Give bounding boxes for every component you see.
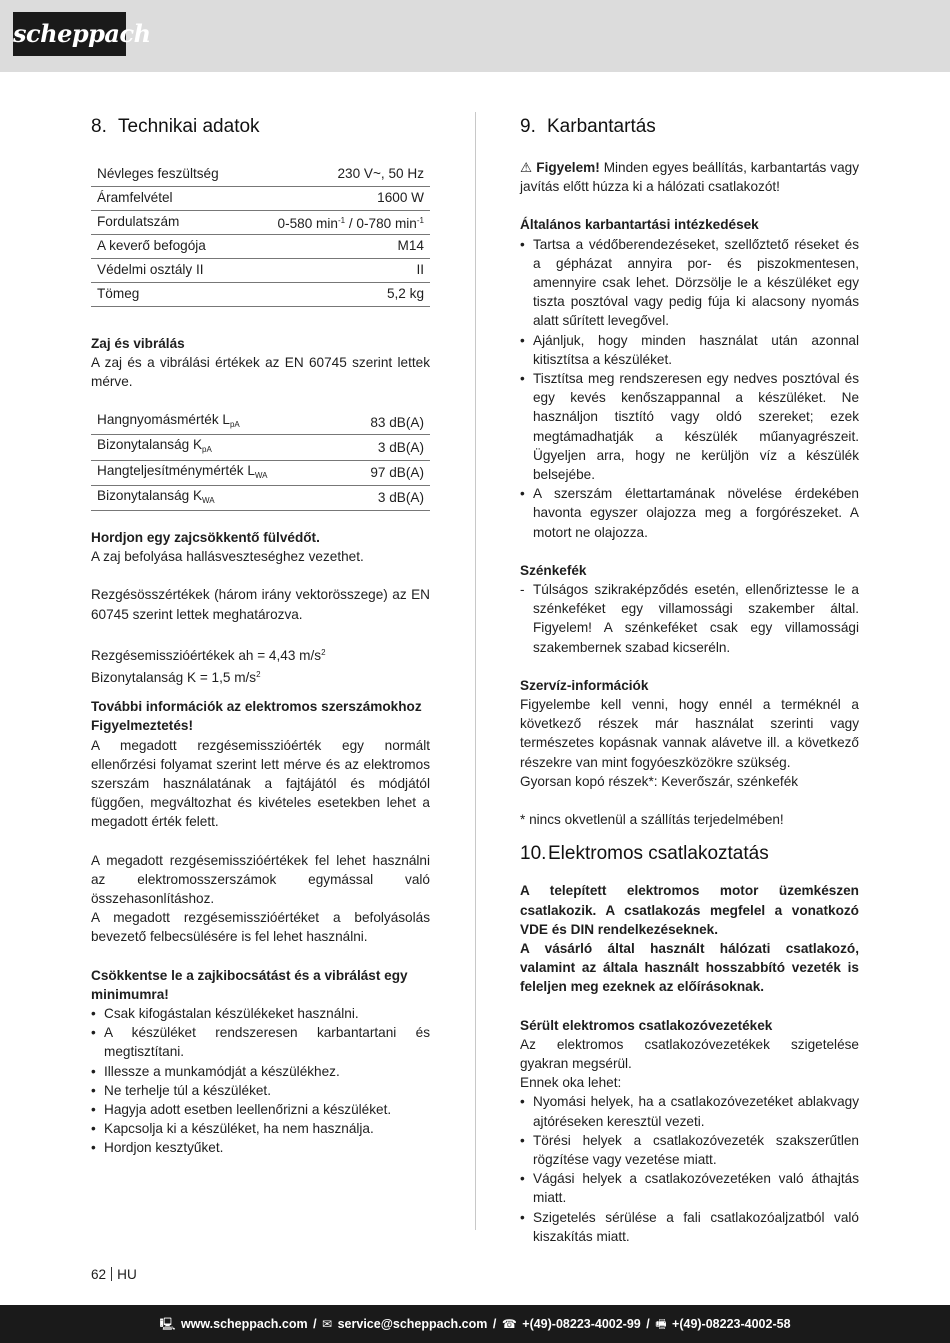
noise-table xyxy=(91,410,430,511)
ear-protection-text: A zaj befolyása hallásveszteséghez vezethet. xyxy=(91,549,364,565)
section-heading-maintenance: 9. Karbantartás xyxy=(520,116,656,137)
brushes-list xyxy=(520,580,859,657)
noise-title: Zaj és vibrálás xyxy=(91,335,185,351)
list-item: • Törési helyek a csatlakozóvezeték szakszerűtlen rögzítése vagy vezetése miatt. xyxy=(520,1131,859,1169)
right-column xyxy=(520,114,859,1246)
page-number: 62 HU xyxy=(91,1267,137,1282)
list-item: • Nyomási helyek, ha a csatlakozóvezetéket ablakvagy ajtóréseken keresztül vezeti. xyxy=(520,1092,859,1130)
list-item: - Túlságos szikraképződés esetén, ellenőriztesse le a szénkeféket egy villamossági szakember által. Figyelem! A szénkeféket csak egy villamossági szakembernek szabad kicseréln. xyxy=(520,580,859,657)
footer-email[interactable]: service@scheppach.com xyxy=(337,1317,488,1331)
reduce-title: Csökkentse le a zajkibocsátást és a vibrálást egy minimumra! xyxy=(91,967,408,1002)
spec-table xyxy=(91,162,430,307)
service-parts: Gyorsan kopó részek*: Keverőszár, szénkefék xyxy=(520,773,799,789)
table-row: Névleges feszültség 230 V~, 50 Hz xyxy=(91,162,430,186)
table-row: Hangnyomásmérték $L_{pA}$ 83 dB(A) xyxy=(91,410,430,435)
vibration-sum-text: Rezgésösszértékek (három irány vektorösszege) az EN 60745 szerint lettek meghatározva. xyxy=(91,587,430,622)
header-bar xyxy=(0,0,950,72)
footer-website[interactable]: www.scheppach.com xyxy=(180,1317,308,1331)
footer-bar: 🖳 www.scheppach.com / ✉ service@scheppach.com / ☎ +(49)-08223-4002-99 / 🖷 +(49)-08223-4002-58 xyxy=(0,1305,950,1343)
list-item: • Csak kifogástalan készülékeket használni. xyxy=(91,1004,430,1023)
service-title: Szervíz-információk xyxy=(520,677,649,693)
phone-icon: ☎ xyxy=(501,1317,517,1331)
warning-triangle-icon: ⚠ xyxy=(520,160,533,175)
warning-text: A megadott rezgésemisszióérték egy normált ellenőrzési folyamat szerint lett mérve és az elektromos szerszám használatának a fajtájától és módjától függően, megváltozhat és kivételes esetekben lehet a megadott érték felett. xyxy=(91,737,430,830)
vibration-ah-value: Rezgésemisszióértékek ah = 4,43 $m/s^2$ xyxy=(91,647,326,663)
table-row: Védelmi osztály II II xyxy=(91,258,430,282)
list-item: • Kapcsolja ki a készüléket, ha nem használja. xyxy=(91,1119,430,1138)
list-item: • Szigetelés sérülése a fali csatlakozóaljzatból való kiszakítás miatt. xyxy=(520,1208,859,1246)
table-row: Fordulatszám 0-580 $\min^{-1} / 0-780$ $\min^{-1}$ xyxy=(91,210,430,234)
electrical-plug-text: A vásárló által használt hálózati csatlakozó, valamint az általa használt hosszabbító vezeték is feleljen meg ezeknek az előírásoknak. xyxy=(520,940,859,995)
table-row: Tömeg 5,2 kg xyxy=(91,282,430,306)
list-item: • Illessze a munkamódját a készülékhez. xyxy=(91,1062,430,1081)
damaged-cables-reason: Ennek oka lehet: xyxy=(520,1075,622,1091)
damaged-cables-text: Az elektromos csatlakozóvezetékek szigetelése gyakran megsérül. xyxy=(520,1036,859,1071)
reduce-list xyxy=(91,1004,430,1158)
footer-fax[interactable]: +(49)-08223-4002-58 xyxy=(672,1317,791,1331)
mail-icon: ✉ xyxy=(322,1317,333,1331)
damaged-cables-list xyxy=(520,1092,859,1246)
fax-icon: 🖷 xyxy=(655,1317,667,1331)
footer-phone[interactable]: +(49)-08223-4002-99 xyxy=(522,1317,641,1331)
brand-logo: scheppach xyxy=(13,12,126,56)
attention-note: ⚠ Figyelem! Minden egyes beállítás, karbantartás vagy javítás előtt húzza ki a hálózati csatlakozót! xyxy=(520,160,859,195)
table-row: Áramfelvétel 1600 W xyxy=(91,186,430,210)
warning-title: Figyelmeztetés! xyxy=(91,718,193,734)
damaged-cables-title: Sérült elektromos csatlakozóvezetékek xyxy=(520,1017,773,1033)
noise-text: A zaj és a vibrálási értékek az EN 60745 szerint lettek mérve. xyxy=(91,354,430,389)
table-row: Hangteljesítménymérték $L_{WA}$ 97 dB(A) xyxy=(91,460,430,485)
table-row: Bizonytalanság $K_{WA}$ 3 dB(A) xyxy=(91,485,430,510)
list-item: • A szerszám élettartamának növelése érdekében havonta egyszer olajozza meg a forgórészeket. A motort ne olajozza. xyxy=(520,484,859,542)
more-info-title: További információk az elektromos szerszámokhoz xyxy=(91,699,422,715)
ear-protection-note: Hordjon egy zajcsökkentő fülvédőt. xyxy=(91,529,320,545)
compare-text: A megadott rezgésemisszióértékek fel lehet használni az elektromosszerszámok egymással való összehasonlításhoz. xyxy=(91,852,430,906)
list-item: • Ne terhelje túl a készüléket. xyxy=(91,1081,430,1100)
section-heading-electrical: 10. Elektromos csatlakoztatás xyxy=(520,843,769,865)
list-item: • Tisztítsa meg rendszeresen egy nedves posztóval és egy kevés kenőszappannal a készüléket. Ne használjon tisztító vagy oldó szereket; ezek megtámadhatják a készülék műanyagrészeit. Ügyeljen arra, hogy ne kerüljön víz a készülék belsejébe. xyxy=(520,369,859,484)
section-heading-technical-data: 8. Technikai adatok xyxy=(91,116,260,137)
list-item: • Ajánljuk, hogy minden használat után azonnal kitisztítsa a készüléket. xyxy=(520,331,859,369)
column-divider xyxy=(475,112,476,1230)
service-text: Figyelembe kell venni, hogy ennél a terméknél a következő részek már használat szerinti vagy természetes kopásnak vannak alávetve ill. a következő részekre van mint fogyóeszközökre szükség. xyxy=(520,697,859,770)
list-item: • Tartsa a védőberendezéseket, szellőztető réseket és a gépházat annyira por- és piszokmentesen, amennyire csak lehet. Dörzsölje le a készüléket egy tiszta posztóval vagy pedig fúja ki alacsony nyomás alatt sűrített levegővel. xyxy=(520,235,859,331)
table-row: A keverő befogója M14 xyxy=(91,234,430,258)
list-item: • Hagyja adott esetben leellenőrizni a készüléket. xyxy=(91,1100,430,1119)
left-column xyxy=(91,114,430,1158)
list-item: • A készüléket rendszeresen karbantartani és megtisztítani. xyxy=(91,1023,430,1061)
table-row: Bizonytalanság $K_{pA}$ 3 dB(A) xyxy=(91,435,430,460)
computer-icon: 🖳 xyxy=(159,1317,176,1331)
general-maintenance-list xyxy=(520,235,859,542)
general-maintenance-title: Általános karbantartási intézkedések xyxy=(520,217,759,233)
electrical-connection-text: A telepített elektromos motor üzemkészen csatlakozik. A csatlakozás megfelel a vonatkozó VDE és DIN rendelkezéseknek. xyxy=(520,883,859,937)
list-item: • Hordjon kesztyűket. xyxy=(91,1138,430,1157)
list-item: • Vágási helyek a csatlakozóvezetéken való áthajtás miatt. xyxy=(520,1169,859,1207)
brushes-title: Szénkefék xyxy=(520,562,587,578)
service-note: * nincs okvetlenül a szállítás terjedelmében! xyxy=(520,812,784,828)
estimate-text: A megadott rezgésemisszióértéket a befolyásolás bevezető felbecsülésére is fel lehet használni. xyxy=(91,910,430,945)
vibration-k-value: Bizonytalanság K = 1,5 $m/s^2$ xyxy=(91,669,261,685)
